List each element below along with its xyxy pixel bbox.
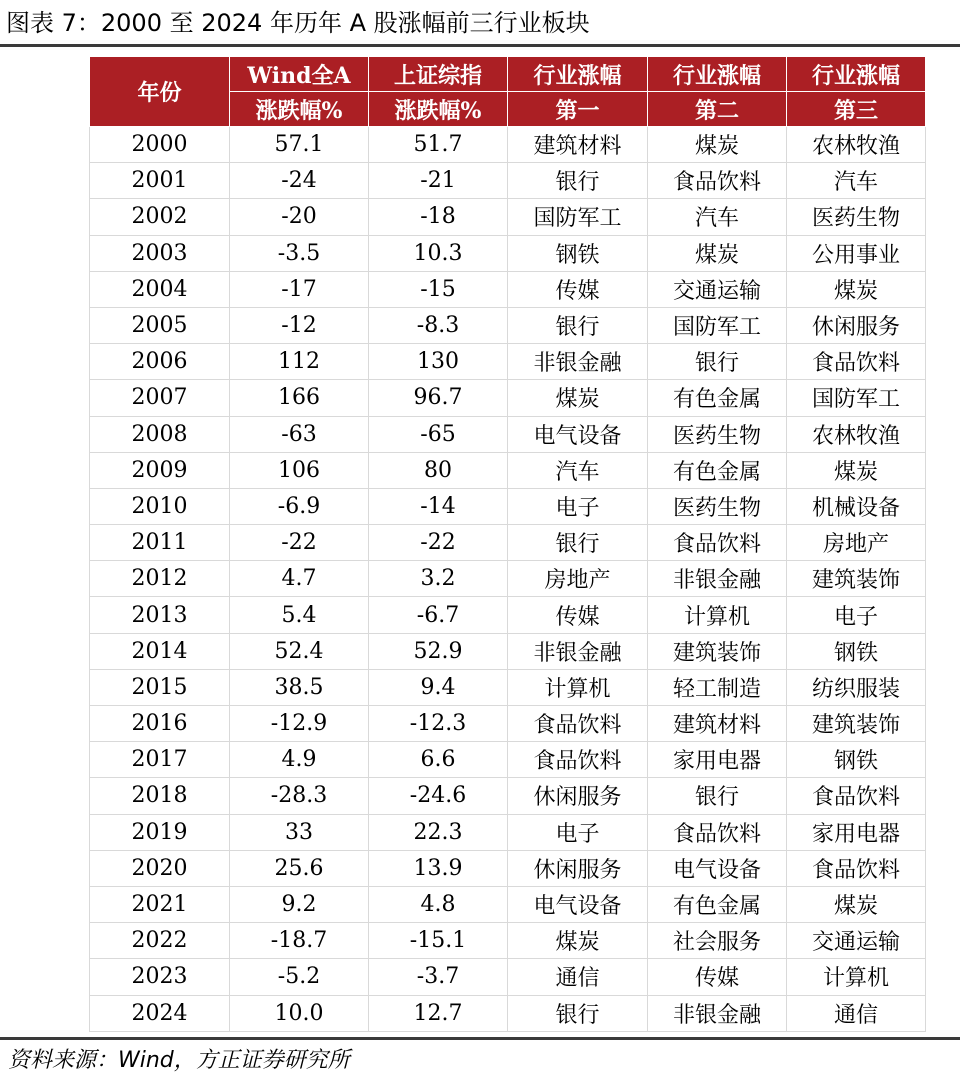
cell-industry-second: 有色金属 [648,452,787,488]
header-first: 行业涨幅 [508,57,648,92]
cell-industry-third: 房地产 [787,525,926,561]
cell-wind-a-change: -6.9 [230,488,369,524]
cell-sse-change: -12.3 [369,706,508,742]
cell-sse-change: 96.7 [369,380,508,416]
cell-industry-first: 建筑材料 [508,127,648,163]
cell-industry-second: 家用电器 [648,742,787,778]
cell-industry-third: 煤炭 [787,886,926,922]
table-row [90,307,926,343]
cell-industry-third: 农林牧渔 [787,127,926,163]
cell-industry-first: 传媒 [508,271,648,307]
cell-industry-third: 电子 [787,597,926,633]
table-row [90,706,926,742]
cell-industry-second: 煤炭 [648,127,787,163]
cell-industry-second: 医药生物 [648,488,787,524]
cell-year: 2000 [90,127,230,163]
table-row [90,959,926,995]
cell-year: 2019 [90,814,230,850]
cell-year: 2001 [90,163,230,199]
cell-industry-second: 交通运输 [648,271,787,307]
header-row-1 [90,57,926,92]
cell-industry-second: 建筑装饰 [648,633,787,669]
table-row [90,669,926,705]
cell-year: 2002 [90,199,230,235]
cell-industry-second: 有色金属 [648,886,787,922]
cell-industry-first: 电气设备 [508,416,648,452]
cell-wind-a-change: 4.9 [230,742,369,778]
cell-year: 2007 [90,380,230,416]
cell-industry-third: 食品饮料 [787,344,926,380]
table-row [90,235,926,271]
cell-industry-second: 食品饮料 [648,814,787,850]
cell-industry-second: 非银金融 [648,561,787,597]
cell-sse-change: 13.9 [369,850,508,886]
cell-year: 2024 [90,995,230,1031]
cell-wind-a-change: -17 [230,271,369,307]
table-row [90,995,926,1031]
cell-year: 2008 [90,416,230,452]
cell-industry-first: 银行 [508,163,648,199]
cell-industry-third: 休闲服务 [787,307,926,343]
cell-industry-third: 煤炭 [787,271,926,307]
table-row [90,344,926,380]
cell-sse-change: 51.7 [369,127,508,163]
cell-year: 2004 [90,271,230,307]
table-row [90,488,926,524]
cell-year: 2020 [90,850,230,886]
cell-industry-third: 家用电器 [787,814,926,850]
cell-industry-second: 社会服务 [648,923,787,959]
table-row [90,561,926,597]
cell-industry-second: 有色金属 [648,380,787,416]
cell-industry-second: 传媒 [648,959,787,995]
table-row [90,633,926,669]
cell-industry-third: 钢铁 [787,742,926,778]
cell-industry-first: 汽车 [508,452,648,488]
source-note: 资料来源：Wind，方正证券研究所 [8,1048,350,1073]
cell-industry-third: 通信 [787,995,926,1031]
cell-sse-change: 80 [369,452,508,488]
cell-industry-third: 钢铁 [787,633,926,669]
table-row [90,199,926,235]
cell-wind-a-change: 106 [230,452,369,488]
cell-industry-second: 医药生物 [648,416,787,452]
cell-year: 2012 [90,561,230,597]
cell-industry-third: 建筑装饰 [787,706,926,742]
header-second-rank: 第二 [648,92,787,127]
cell-industry-third: 医药生物 [787,199,926,235]
cell-industry-first: 传媒 [508,597,648,633]
cell-industry-second: 电气设备 [648,850,787,886]
cell-industry-second: 国防军工 [648,307,787,343]
cell-industry-second: 银行 [648,778,787,814]
cell-sse-change: 10.3 [369,235,508,271]
cell-industry-first: 非银金融 [508,633,648,669]
cell-sse-change: 9.4 [369,669,508,705]
cell-wind-a-change: -24 [230,163,369,199]
cell-industry-second: 轻工制造 [648,669,787,705]
cell-industry-third: 纺织服装 [787,669,926,705]
cell-wind-a-change: 38.5 [230,669,369,705]
cell-industry-first: 食品饮料 [508,706,648,742]
table-row [90,271,926,307]
cell-year: 2018 [90,778,230,814]
cell-industry-second: 食品饮料 [648,525,787,561]
cell-industry-first: 钢铁 [508,235,648,271]
cell-wind-a-change: 112 [230,344,369,380]
cell-industry-second: 建筑材料 [648,706,787,742]
cell-sse-change: -3.7 [369,959,508,995]
cell-industry-second: 食品饮料 [648,163,787,199]
header-first-rank: 第一 [508,92,648,127]
cell-sse-change: 12.7 [369,995,508,1031]
cell-wind-a-change: -22 [230,525,369,561]
cell-year: 2017 [90,742,230,778]
table-row [90,742,926,778]
table-row [90,525,926,561]
cell-industry-first: 休闲服务 [508,778,648,814]
cell-industry-second: 非银金融 [648,995,787,1031]
cell-wind-a-change: -20 [230,199,369,235]
cell-year: 2016 [90,706,230,742]
cell-year: 2013 [90,597,230,633]
cell-industry-first: 食品饮料 [508,742,648,778]
header-year: 年份 [90,57,230,127]
header-third: 行业涨幅 [787,57,926,92]
cell-sse-change: -15.1 [369,923,508,959]
cell-wind-a-change: -63 [230,416,369,452]
cell-industry-second: 银行 [648,344,787,380]
cell-wind-a-change: -12.9 [230,706,369,742]
cell-industry-first: 非银金融 [508,344,648,380]
table-row [90,127,926,163]
cell-industry-first: 房地产 [508,561,648,597]
cell-wind-a-change: -18.7 [230,923,369,959]
cell-industry-second: 汽车 [648,199,787,235]
cell-sse-change: -65 [369,416,508,452]
cell-sse-change: 22.3 [369,814,508,850]
cell-year: 2005 [90,307,230,343]
header-sse: 上证综指 [369,57,508,92]
table-row [90,778,926,814]
source-rule [0,1037,960,1040]
cell-year: 2015 [90,669,230,705]
cell-wind-a-change: -12 [230,307,369,343]
cell-wind-a-change: 57.1 [230,127,369,163]
table-row [90,452,926,488]
cell-sse-change: -22 [369,525,508,561]
cell-year: 2014 [90,633,230,669]
cell-year: 2011 [90,525,230,561]
cell-industry-first: 银行 [508,995,648,1031]
header-sse-unit: 涨跌幅% [369,92,508,127]
cell-industry-first: 电子 [508,488,648,524]
cell-wind-a-change: 9.2 [230,886,369,922]
table-row [90,923,926,959]
cell-sse-change: -15 [369,271,508,307]
table-row [90,886,926,922]
cell-industry-third: 农林牧渔 [787,416,926,452]
industry-performance-table [89,56,926,1032]
cell-industry-first: 银行 [508,525,648,561]
cell-sse-change: 130 [369,344,508,380]
cell-sse-change: 52.9 [369,633,508,669]
cell-wind-a-change: 25.6 [230,850,369,886]
cell-industry-first: 煤炭 [508,923,648,959]
header-third-rank: 第三 [787,92,926,127]
table-row [90,814,926,850]
cell-industry-first: 银行 [508,307,648,343]
cell-industry-third: 交通运输 [787,923,926,959]
cell-sse-change: 4.8 [369,886,508,922]
caption-rule [0,44,960,47]
cell-industry-second: 煤炭 [648,235,787,271]
cell-industry-first: 电气设备 [508,886,648,922]
cell-wind-a-change: 4.7 [230,561,369,597]
cell-industry-second: 计算机 [648,597,787,633]
header-wind-a-unit: 涨跌幅% [230,92,369,127]
cell-industry-first: 通信 [508,959,648,995]
cell-wind-a-change: 52.4 [230,633,369,669]
cell-year: 2022 [90,923,230,959]
header-wind-a: Wind全A [230,57,369,92]
cell-industry-first: 电子 [508,814,648,850]
cell-sse-change: -6.7 [369,597,508,633]
table-body [90,127,926,1032]
cell-wind-a-change: -3.5 [230,235,369,271]
cell-wind-a-change: 10.0 [230,995,369,1031]
cell-industry-first: 计算机 [508,669,648,705]
table-row [90,163,926,199]
table-row [90,380,926,416]
cell-year: 2021 [90,886,230,922]
cell-industry-third: 机械设备 [787,488,926,524]
cell-wind-a-change: 166 [230,380,369,416]
cell-year: 2003 [90,235,230,271]
header-second: 行业涨幅 [648,57,787,92]
cell-industry-third: 国防军工 [787,380,926,416]
cell-sse-change: -14 [369,488,508,524]
cell-wind-a-change: 5.4 [230,597,369,633]
table-row [90,597,926,633]
cell-industry-third: 食品饮料 [787,778,926,814]
cell-sse-change: -24.6 [369,778,508,814]
cell-wind-a-change: -28.3 [230,778,369,814]
cell-industry-third: 公用事业 [787,235,926,271]
cell-wind-a-change: 33 [230,814,369,850]
cell-sse-change: 3.2 [369,561,508,597]
cell-year: 2023 [90,959,230,995]
cell-sse-change: -8.3 [369,307,508,343]
cell-sse-change: -18 [369,199,508,235]
cell-industry-third: 煤炭 [787,452,926,488]
cell-sse-change: -21 [369,163,508,199]
cell-industry-third: 建筑装饰 [787,561,926,597]
cell-year: 2006 [90,344,230,380]
cell-wind-a-change: -5.2 [230,959,369,995]
cell-sse-change: 6.6 [369,742,508,778]
cell-industry-first: 休闲服务 [508,850,648,886]
cell-industry-third: 汽车 [787,163,926,199]
cell-year: 2009 [90,452,230,488]
cell-year: 2010 [90,488,230,524]
figure-caption: 图表 7：2000 至 2024 年历年 A 股涨幅前三行业板块 [6,9,590,37]
cell-industry-third: 食品饮料 [787,850,926,886]
table-row [90,416,926,452]
table-row [90,850,926,886]
cell-industry-first: 国防军工 [508,199,648,235]
cell-industry-third: 计算机 [787,959,926,995]
cell-industry-first: 煤炭 [508,380,648,416]
